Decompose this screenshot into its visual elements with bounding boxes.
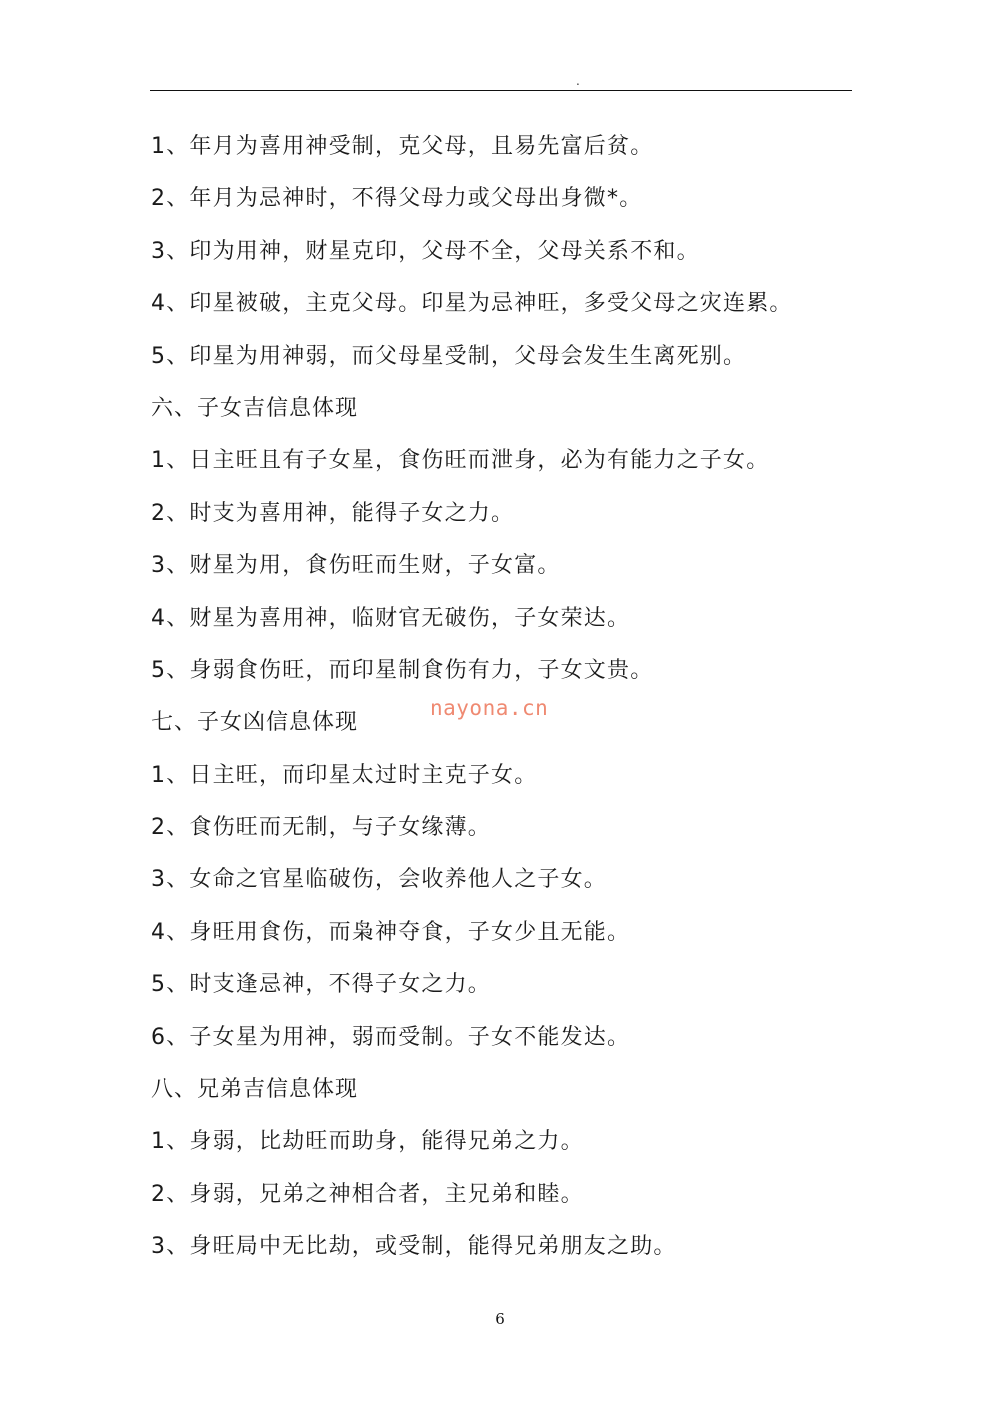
section-heading: 八、兄弟吉信息体现: [151, 1077, 359, 1103]
list-item: 5、身弱食伤旺，而印星制食伤有力，子女文贵。: [151, 657, 654, 683]
list-item: 3、身旺局中无比劫，或受制，能得兄弟朋友之助。: [151, 1234, 677, 1260]
list-item: 5、时支逢忌神，不得子女之力。: [151, 972, 491, 998]
list-item: 4、印星被破，主克父母。印星为忌神旺，多受父母之灾连累。: [151, 291, 793, 317]
section-heading: 六、子女吉信息体现: [151, 395, 359, 421]
list-item: 2、时支为喜用神，能得子女之力。: [151, 500, 515, 526]
header-rule: [150, 90, 852, 91]
page-number: 6: [495, 1310, 505, 1328]
header-mark: .: [576, 74, 580, 88]
list-item: 2、食伤旺而无制，与子女缘薄。: [151, 815, 491, 841]
list-item: 3、印为用神，财星克印，父母不全，父母关系不和。: [151, 238, 700, 264]
list-item: 6、子女星为用神，弱而受制。子女不能发达。: [151, 1024, 631, 1050]
list-item: 1、日主旺，而印星太过时主克子女。: [151, 762, 538, 788]
list-item: 1、年月为喜用神受制，克父母，且易先富后贫。: [151, 134, 654, 159]
list-item: 1、身弱，比劫旺而助身，能得兄弟之力。: [151, 1129, 584, 1155]
watermark-text: nayona.cn: [430, 696, 549, 720]
list-item: 4、身旺用食伤，而枭神夺食，子女少且无能。: [151, 919, 631, 945]
list-item: 2、身弱，兄弟之神相合者，主兄弟和睦。: [151, 1181, 584, 1207]
list-item: 2、年月为忌神时，不得父母力或父母出身微*。: [151, 186, 643, 212]
list-item: 1、日主旺且有子女星，食伤旺而泄身，必为有能力之子女。: [151, 448, 770, 474]
list-item: 5、印星为用神弱，而父母星受制，父母会发生生离死别。: [151, 343, 747, 369]
section-heading: 七、子女凶信息体现: [151, 710, 359, 736]
list-item: 3、女命之官星临破伤，会收养他人之子女。: [151, 867, 607, 893]
list-item: 4、财星为喜用神，临财官无破伤，子女荣达。: [151, 605, 631, 631]
list-item: 3、财星为用，食伤旺而生财，子女富。: [151, 553, 561, 579]
